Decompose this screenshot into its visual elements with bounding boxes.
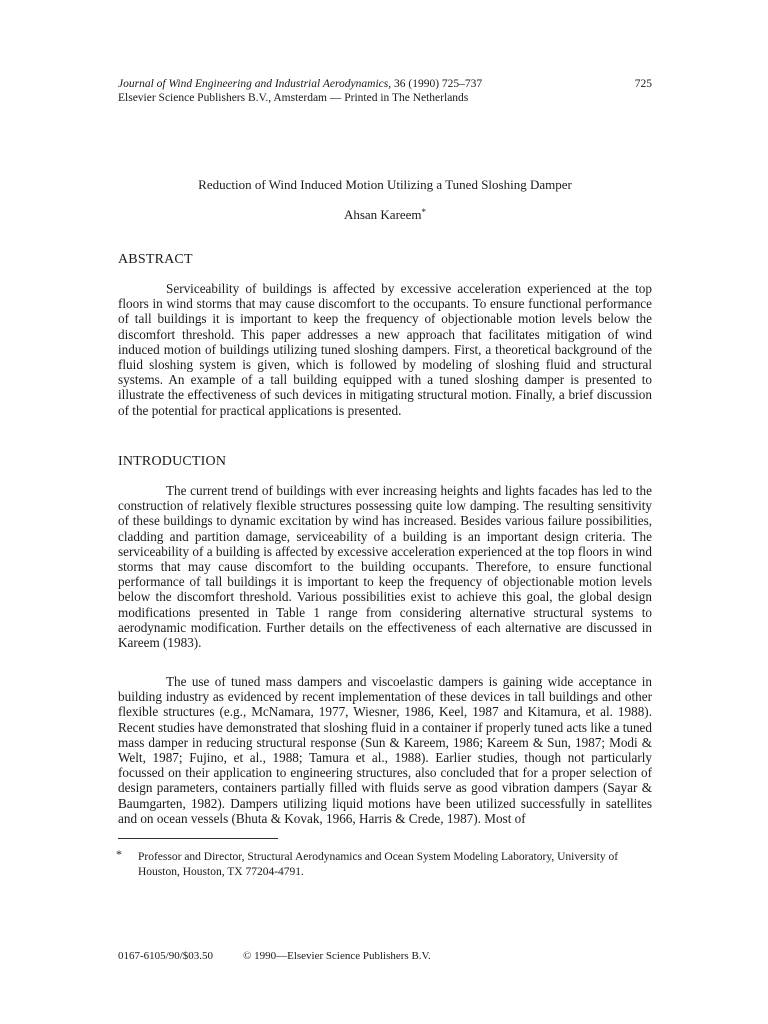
author-footnote-mark: * [421,207,427,217]
journal-header [118,77,482,91]
journal-citation: 36 (1990) 725–737 [391,78,483,90]
journal-name: Journal of Wind Engineering and Industrial Aerodynamics, [118,78,392,90]
paper-title: Reduction of Wind Induced Motion Utilizing a Tuned Sloshing Damper [198,177,572,192]
copyright-notice: © 1990—Elsevier Science Publishers B.V. [243,950,431,962]
issn-code: 0167-6105/90/$03.50 [118,950,214,962]
abstract-heading: ABSTRACT [118,252,193,267]
introduction-heading: INTRODUCTION [118,454,227,469]
publisher-line: Elsevier Science Publishers B.V., Amsterdam — Printed in The Netherlands [118,92,469,104]
introduction-paragraph-1: The current trend of buildings with ever increasing heights and lights facades has led to the construction of relatively flexible structures possessing quite low damping. The resulting sensitivity of these buildings to dynamic excitation by wind has increased. Besides various failure possibilities, cladding and partition damage, serviceability of a building is an important design criteria. The serviceability of a building is affected by excessive acceleration experienced at the top floors in wind storms that may cause discomfort to the building occupants. Therefore, to ensure functional performance of tall buildings it is important to keep the frequency of objectionable motion levels below the discomfort threshold. Various possibilities exist to achieve this goal, the global design modifications presented in Table 1 range from considering alternative structural systems to aerodynamic modification. Further details on the effectiveness of each alternative are discussed in Kareem (1983). [118,483,652,651]
author-name: Ahsan Kareem [343,207,422,222]
abstract-text: Serviceability of buildings is affected by excessive acceleration experienced at the top floors in wind storms that may cause discomfort to the occupants. To ensure functional performance of tall buildings it is important to keep the frequency of objectionable motion levels below the discomfort threshold. This paper addresses a new approach that facilitates mitigation of wind induced motion of buildings utilizing tuned sloshing dampers. First, a theoretical background of the fluid sloshing system is given, which is followed by modeling of sloshing fluid and structural systems. An example of a tall building equipped with a tuned sloshing damper is presented to illustrate the effectiveness of such devices in mitigating structural motion. Finally, a brief discussion of the potential for practical applications is presented. [118,281,652,418]
footnote-divider [118,838,278,839]
footnote-mark: * [116,847,122,861]
author-line [118,204,652,223]
footnote-text: Professor and Director, Structural Aerodynamics and Ocean System Modeling Laboratory, University of Houston, Houston, TX 77204-4791. [138,851,619,878]
introduction-paragraph-2: The use of tuned mass dampers and viscoelastic dampers is gaining wide acceptance in building industry as evidenced by recent implementation of these devices in tall buildings and other flexible structures (e.g., McNamara, 1977, Wiesner, 1986, Keel, 1987 and Kitamura, et al. 1988). Recent studies have demonstrated that sloshing fluid in a container if properly tuned acts like a tuned mass damper in reducing structural response (Sun & Kareem, 1986; Kareem & Sun, 1987; Modi & Welt, 1987; Fujino, et al., 1988; Tamura et al., 1988). Earlier studies, though not particularly focussed on their application to engineering structures, also concluded that for a proper selection of design parameters, containers partially filled with fluids serve as good vibration dampers (Sayar & Baumgarten, 1982). Dampers utilizing liquid motions have been utilized successfully in satellites and on ocean vessels (Bhuta & Kovak, 1966, Harris & Crede, 1987). Most of [118,674,652,826]
page-number: 725 [634,78,652,90]
